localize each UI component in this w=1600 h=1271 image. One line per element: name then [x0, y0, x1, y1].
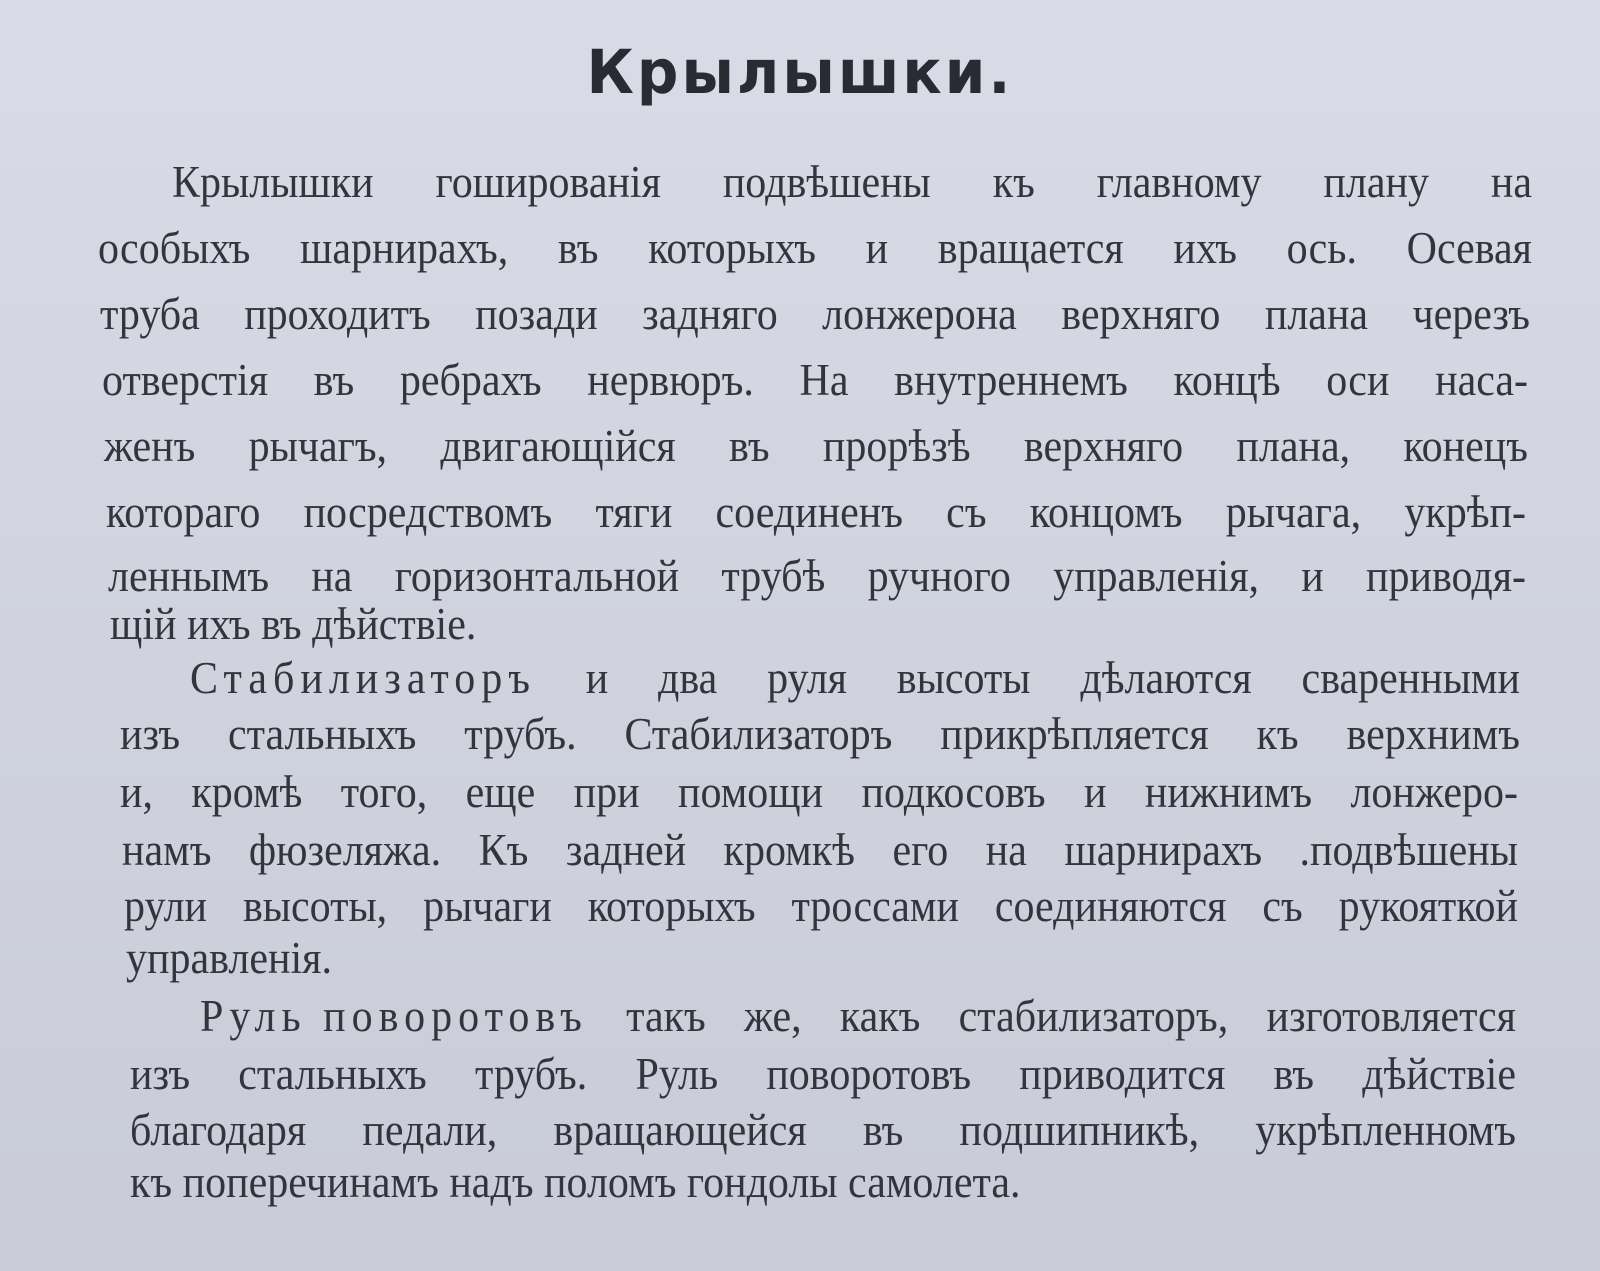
text-line: изъ стальныхъ трубъ. Руль поворотовъ приводится въ дѣйствіе	[130, 1050, 1516, 1100]
text-line: труба проходитъ позади задняго лонжерона верхняго плана черезъ	[100, 290, 1530, 340]
text-line-rest: такъ же, какъ стабилизаторъ, изготовляется	[587, 992, 1516, 1042]
text-line: намъ фюзеляжа. Къ задней кромкѣ его на шарнирахъ .подвѣшены	[122, 826, 1518, 876]
paragraph-lead-word: Стабилизаторъ	[190, 654, 536, 704]
text-line	[190, 650, 1520, 708]
text-line: благодаря педали, вращающейся въ подшипникѣ, укрѣпленномъ	[130, 1106, 1516, 1156]
page-title: Крылышки.	[586, 36, 1014, 108]
text-line: леннымъ на горизонтальной трубѣ ручного управленія, и приводя-	[108, 552, 1526, 602]
text-line	[200, 988, 1516, 1046]
text-line: щій ихъ въ дѣйствіе.	[110, 600, 477, 650]
paragraph-lead-word: Руль поворотовъ	[200, 992, 588, 1042]
text-line: къ поперечинамъ надъ поломъ гондолы самолета.	[130, 1158, 1021, 1208]
text-line: котораго посредствомъ тяги соединенъ съ концомъ рычага, укрѣп-	[106, 488, 1526, 538]
text-line: рули высоты, рычаги которыхъ троссами соединяются съ рукояткой	[124, 882, 1518, 932]
text-line-rest: и два руля высоты дѣлаются сваренными	[535, 654, 1520, 704]
text-line: Крылышки гошированія подвѣшены къ главному плану на	[172, 158, 1532, 208]
text-line: особыхъ шарнирахъ, въ которыхъ и вращается ихъ ось. Осевая	[98, 224, 1532, 274]
text-line: изъ стальныхъ трубъ. Стабилизаторъ прикрѣпляется къ верхнимъ	[120, 710, 1520, 760]
text-line: отверстія въ ребрахъ нервюръ. На внутреннемъ концѣ оси наса-	[102, 356, 1528, 406]
text-line: и, кромѣ того, еще при помощи подкосовъ и нижнимъ лонжеро-	[120, 768, 1518, 818]
text-line: управленія.	[126, 934, 332, 984]
text-line: женъ рычагъ, двигающійся въ прорѣзѣ верхняго плана, конецъ	[104, 422, 1528, 472]
